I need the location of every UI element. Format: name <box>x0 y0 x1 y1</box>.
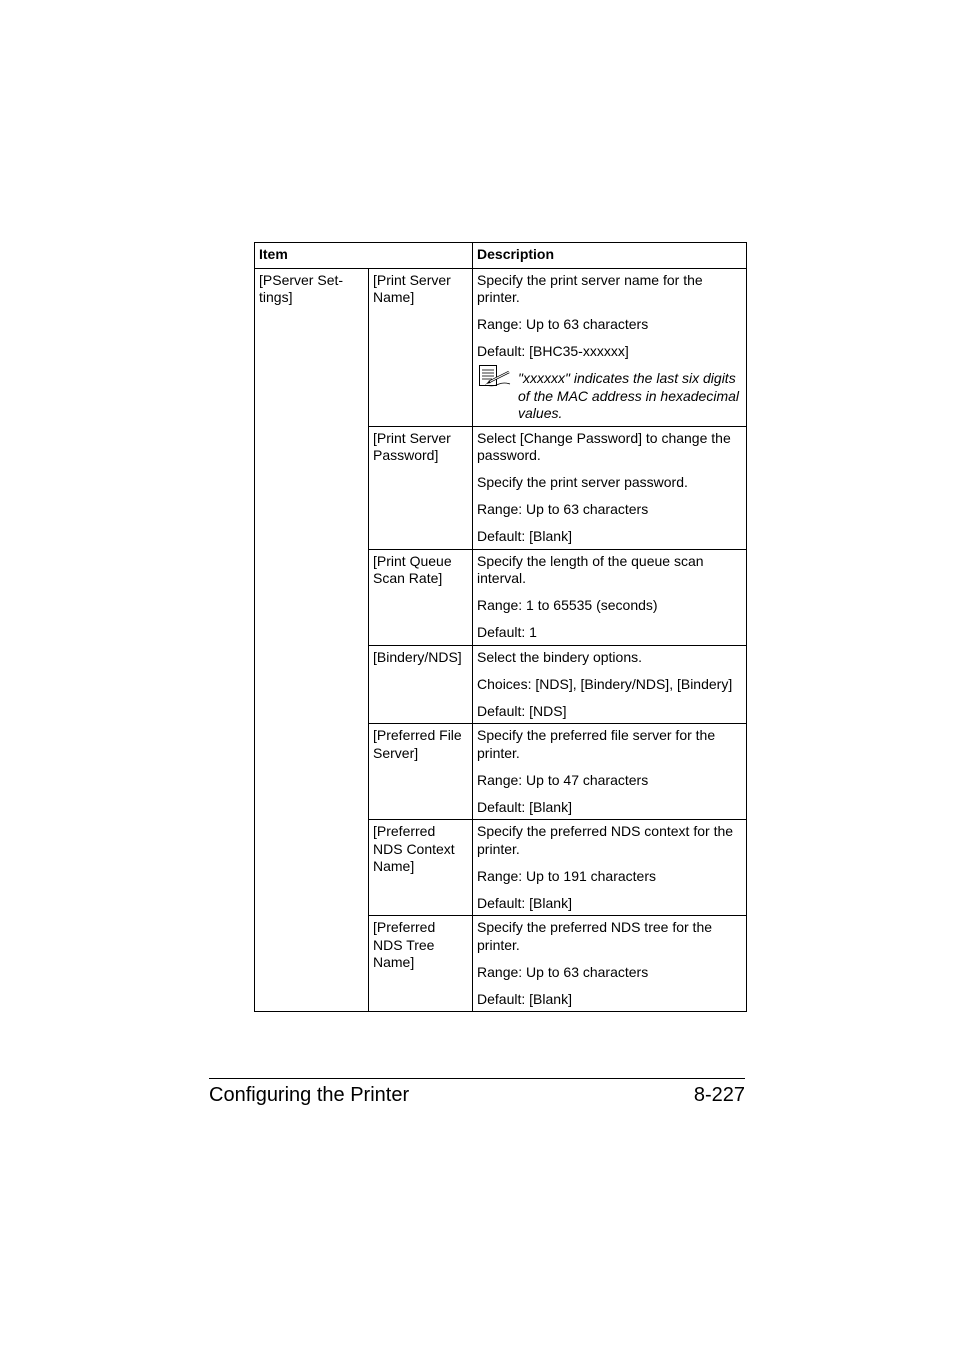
description-line: Specify the preferred NDS context for the printer. <box>477 823 734 857</box>
header-item: Item <box>255 243 473 269</box>
description-line: Specify the print server name for the printer. <box>477 271 703 305</box>
page-number: 8-227 <box>693 1084 745 1106</box>
description-line: Range: Up to 191 characters <box>477 867 657 884</box>
description-line: Default: [BHC35-xxxxxx] <box>477 343 629 359</box>
footer-title: Configuring the Printer <box>209 1084 410 1106</box>
description-line: Range: Up to 63 characters <box>477 963 649 980</box>
row-item: [Preferred NDS Context Name] <box>369 820 473 916</box>
description-line: Select [Change Password] to change the password. <box>477 429 731 463</box>
description-line: Default: [Blank] <box>477 894 572 911</box>
header-description: Description <box>473 243 747 269</box>
note-pencil-icon <box>477 362 513 388</box>
description-line: Default: [Blank] <box>477 990 572 1007</box>
row-description <box>473 916 747 1012</box>
row-description <box>473 645 747 724</box>
footer-divider <box>209 1078 745 1079</box>
description-line: Default: [Blank] <box>477 528 572 544</box>
group-label: [PServer Set- tings] <box>255 268 369 1012</box>
row-description <box>473 549 747 645</box>
row-description <box>473 426 747 549</box>
description-line: Range: Up to 63 characters <box>477 501 649 517</box>
description-line: Range: Up to 63 characters <box>477 316 649 332</box>
description-line: Specify the length of the queue scan interval. <box>477 552 704 586</box>
row-description <box>473 268 747 426</box>
description-line: Range: 1 to 65535 (seconds) <box>477 597 658 613</box>
description-line: Default: 1 <box>477 624 537 640</box>
table-row <box>255 268 747 426</box>
row-item: [Print Queue Scan Rate] <box>369 549 473 645</box>
row-description <box>473 820 747 916</box>
description-line: Default: [NDS] <box>477 702 567 719</box>
description-line: Range: Up to 47 characters <box>477 771 649 788</box>
row-item: [Print Server Password] <box>369 426 473 549</box>
row-description <box>473 724 747 820</box>
table-header-row <box>255 243 747 269</box>
row-item: [Preferred NDS Tree Name] <box>369 916 473 1012</box>
settings-table <box>254 242 747 1012</box>
row-item: [Bindery/NDS] <box>369 645 473 724</box>
row-item: [Preferred File Server] <box>369 724 473 820</box>
description-line: Specify the preferred NDS tree for the printer. <box>477 919 713 953</box>
description-line: Select the bindery options. <box>477 648 643 665</box>
description-line: Specify the print server password. <box>477 474 688 490</box>
description-line: Specify the preferred file server for the printer. <box>477 727 716 761</box>
description-line: Choices: [NDS], [Bindery/NDS], [Bindery] <box>477 675 733 692</box>
note <box>477 370 742 423</box>
row-item: [Print Server Name] <box>369 268 473 426</box>
note-text: "xxxxxx" indicates the last six digits of the MAC address in hexadecimal values. <box>518 370 740 421</box>
description-line: Default: [Blank] <box>477 798 572 815</box>
